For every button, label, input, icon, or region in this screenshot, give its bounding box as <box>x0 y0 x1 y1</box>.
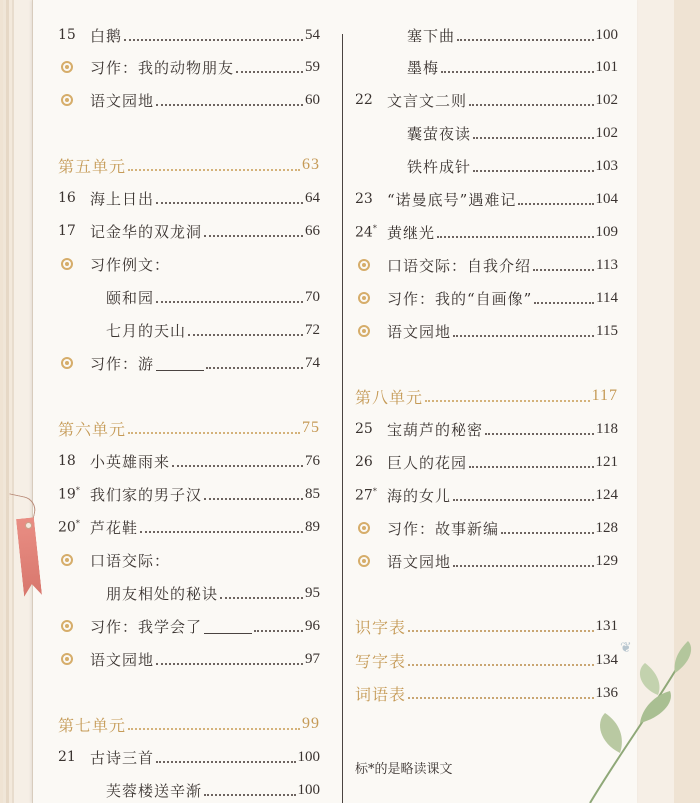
toc-entry[interactable] <box>355 286 618 310</box>
lesson-number-text: 19 <box>58 486 76 503</box>
toc-page-number: 114 <box>596 289 618 306</box>
lesson-number <box>355 487 387 504</box>
lesson-number <box>355 454 387 470</box>
toc-entry-title: “诺曼底号”遇难记 <box>387 190 517 209</box>
toc-entry[interactable] <box>58 55 320 79</box>
toc-entry[interactable] <box>58 416 320 440</box>
leader-dots <box>156 300 303 303</box>
column-divider <box>342 34 343 803</box>
toc-entry-title: 巨人的花园 <box>387 453 468 472</box>
circle-bullet-icon <box>61 554 73 566</box>
toc-page-number: 59 <box>305 58 320 75</box>
toc-entry-title: 语文园地 <box>90 91 155 110</box>
toc-entry[interactable] <box>58 745 320 769</box>
toc-entry-title: 第五单元 <box>58 156 127 176</box>
lesson-number <box>58 27 90 43</box>
toc-entry-title: 习作：故事新编 <box>387 519 500 538</box>
toc-entry[interactable] <box>355 121 618 145</box>
toc-entry[interactable] <box>355 549 618 573</box>
toc-page-number: 63 <box>302 156 320 173</box>
leader-dots <box>453 498 593 501</box>
lesson-number-text: 22 <box>355 92 373 108</box>
toc-entry-title: 海的女儿 <box>387 486 452 505</box>
toc-page-number: 101 <box>595 58 618 75</box>
toc-entry-title: 写字表 <box>355 651 407 671</box>
lesson-number <box>58 190 90 206</box>
toc-page-number: 121 <box>595 453 618 470</box>
toc-page-number: 115 <box>596 322 618 339</box>
toc-page-number: 124 <box>595 486 618 503</box>
leader-dots <box>408 696 593 699</box>
lesson-number <box>355 191 387 207</box>
toc-entry-title: 芙蓉楼送辛渐 <box>106 781 203 800</box>
circle-bullet-icon <box>358 555 370 567</box>
toc-entry[interactable] <box>58 515 320 539</box>
lesson-number-text: 21 <box>58 749 76 765</box>
toc-entry[interactable] <box>58 252 320 276</box>
toc-entry[interactable] <box>355 55 618 79</box>
fill-in-blank-line <box>156 356 204 371</box>
butterfly-icon: ❦ <box>620 640 632 656</box>
circle-bullet-icon <box>61 61 73 73</box>
leader-dots <box>534 301 594 304</box>
leader-dots <box>128 431 300 434</box>
lesson-number-text: 26 <box>355 454 373 470</box>
lesson-number-text: 20 <box>58 519 76 536</box>
toc-page-number: 100 <box>297 781 320 798</box>
toc-entry[interactable] <box>58 186 320 210</box>
leader-dots <box>453 564 593 567</box>
leader-dots <box>453 334 594 337</box>
leader-dots <box>408 629 593 632</box>
toc-page-number: 66 <box>305 222 320 239</box>
toc-page-number: 72 <box>305 321 320 338</box>
toc-page-number: 97 <box>305 650 320 667</box>
toc-entry[interactable] <box>58 88 320 112</box>
toc-entry-title: 第六单元 <box>58 419 127 439</box>
toc-entry-title: 词语表 <box>355 684 407 704</box>
lesson-number-text: 15 <box>58 27 76 43</box>
toc-page-number: 85 <box>305 485 320 502</box>
lesson-number-text: 18 <box>58 453 76 469</box>
toc-page-number: 75 <box>302 419 320 436</box>
toc-entry-title: 囊萤夜读 <box>407 124 472 143</box>
leader-dots <box>128 168 300 171</box>
lesson-number-text: 16 <box>58 190 76 206</box>
toc-entry-title: 芦花鞋 <box>90 518 139 537</box>
toc-entry[interactable] <box>355 253 618 277</box>
toc-page-number: 74 <box>305 354 320 371</box>
lesson-number <box>355 421 387 437</box>
toc-entry-title: 颐和园 <box>106 288 155 307</box>
toc-entry[interactable] <box>58 614 320 638</box>
toc-page-number: 70 <box>305 288 320 305</box>
toc-entry-title: 我们家的男子汉 <box>90 485 203 504</box>
lesson-number <box>355 92 387 108</box>
toc-entry[interactable] <box>58 712 320 736</box>
toc-page-number: 136 <box>595 684 618 701</box>
toc-entry-title: 语文园地 <box>387 322 452 341</box>
skim-reading-star-icon: * <box>75 518 80 528</box>
toc-entry[interactable] <box>355 319 618 343</box>
lesson-number <box>58 519 90 536</box>
toc-entry-title: 墨梅 <box>407 58 440 77</box>
toc-entry-title: 习作：我的动物朋友 <box>90 58 235 77</box>
toc-entry-title: 语文园地 <box>90 650 155 669</box>
toc-entry[interactable] <box>355 23 618 47</box>
leader-dots <box>156 201 303 204</box>
toc-entry-title: 塞下曲 <box>407 26 456 45</box>
leader-dots <box>518 202 593 205</box>
toc-entry-title: 记金华的双龙洞 <box>90 222 203 241</box>
leader-dots <box>128 727 300 730</box>
toc-page-number: 102 <box>595 124 618 141</box>
toc-entry[interactable] <box>58 23 320 47</box>
leader-dots <box>485 432 594 435</box>
toc-page-number: 103 <box>595 157 618 174</box>
toc-entry-title: 习作：我的“自画像” <box>387 289 533 308</box>
toc-page-number: 109 <box>595 223 618 240</box>
leader-dots <box>156 760 295 763</box>
toc-page-number: 60 <box>305 91 320 108</box>
leader-dots <box>140 530 303 533</box>
leader-dots <box>236 70 303 73</box>
lesson-number <box>58 486 90 503</box>
skim-reading-star-icon: * <box>75 485 80 495</box>
toc-page-number: 104 <box>595 190 618 207</box>
leader-dots <box>457 38 593 41</box>
lesson-number-text: 27 <box>355 487 373 504</box>
lesson-number <box>58 223 90 239</box>
leader-dots <box>204 793 295 796</box>
leader-dots <box>501 531 593 534</box>
circle-bullet-icon <box>358 259 370 271</box>
toc-page-number: 118 <box>596 420 618 437</box>
toc-page-number: 95 <box>305 584 320 601</box>
lesson-number-text: 23 <box>355 191 373 207</box>
toc-entry[interactable] <box>355 88 618 112</box>
toc-entry-title: 文言文二则 <box>387 91 468 110</box>
toc-entry-title: 宝葫芦的秘密 <box>387 420 484 439</box>
toc-entry-title: 铁杵成针 <box>407 157 472 176</box>
toc-entry-title: 海上日出 <box>90 189 155 208</box>
toc-entry[interactable] <box>58 351 320 375</box>
toc-page-number: 102 <box>595 91 618 108</box>
toc-page-number: 76 <box>305 452 320 469</box>
toc-entry[interactable] <box>58 219 320 243</box>
toc-entry-title: 习作例文： <box>90 255 171 274</box>
toc-entry-title: 语文园地 <box>387 552 452 571</box>
leader-dots <box>533 268 594 271</box>
toc-entry[interactable] <box>58 778 320 802</box>
footnote: 标*的是略读课文 <box>355 762 453 777</box>
toc-entry[interactable] <box>58 318 320 342</box>
leader-dots <box>156 103 303 106</box>
leader-dots <box>408 663 593 666</box>
toc-entry-title: 黄继光 <box>387 223 436 242</box>
leader-dots <box>124 38 303 41</box>
toc-entry[interactable] <box>58 581 320 605</box>
toc-entry-title: 七月的天山 <box>106 321 187 340</box>
toc-entry-title: 习作：我学会了 <box>90 617 203 636</box>
circle-bullet-icon <box>61 94 73 106</box>
leader-dots <box>206 366 303 369</box>
toc-entry-title: 识字表 <box>355 617 407 637</box>
toc-page-number: 113 <box>596 256 618 273</box>
circle-bullet-icon <box>358 292 370 304</box>
toc-entry[interactable] <box>58 548 320 572</box>
circle-bullet-icon <box>358 325 370 337</box>
leader-dots <box>425 399 590 402</box>
leader-dots <box>204 497 303 500</box>
toc-page-number: 100 <box>595 26 618 43</box>
skim-reading-star-icon: * <box>372 223 377 233</box>
toc-entry[interactable] <box>355 384 618 408</box>
toc-entry[interactable] <box>355 516 618 540</box>
leader-dots <box>441 70 593 73</box>
toc-page-number: 134 <box>595 651 618 668</box>
skim-reading-star-icon: * <box>372 486 377 496</box>
leader-dots <box>204 234 303 237</box>
toc-page-number: 96 <box>305 617 320 634</box>
toc-entry[interactable] <box>58 449 320 473</box>
toc-entry[interactable] <box>58 285 320 309</box>
circle-bullet-icon <box>358 522 370 534</box>
toc-entry-title: 习作：游 <box>90 354 155 373</box>
circle-bullet-icon <box>61 357 73 369</box>
lesson-number-text: 25 <box>355 421 373 437</box>
toc-entry-title: 第七单元 <box>58 715 127 735</box>
fill-in-blank-line <box>204 619 252 634</box>
toc-entry[interactable] <box>355 483 618 507</box>
circle-bullet-icon <box>61 620 73 632</box>
toc-right-column <box>355 0 618 803</box>
lesson-number <box>355 224 387 241</box>
toc-entry[interactable] <box>58 482 320 506</box>
leader-dots <box>188 333 303 336</box>
leader-dots <box>254 629 303 632</box>
leader-dots <box>473 169 593 172</box>
toc-page-number: 100 <box>297 748 320 765</box>
toc-entry[interactable] <box>355 417 618 441</box>
toc-entry[interactable] <box>58 647 320 671</box>
lesson-number-text: 17 <box>58 223 76 239</box>
toc-entry[interactable] <box>355 450 618 474</box>
circle-bullet-icon <box>61 653 73 665</box>
toc-page-number: 131 <box>595 617 618 634</box>
toc-page-number: 129 <box>595 552 618 569</box>
toc-entry-title: 朋友相处的秘诀 <box>106 584 219 603</box>
toc-page-number: 128 <box>595 519 618 536</box>
lesson-number <box>58 453 90 469</box>
lesson-number <box>58 749 90 765</box>
leader-dots <box>172 464 303 467</box>
toc-entry-title: 第八单元 <box>355 387 424 407</box>
toc-entry-title: 口语交际：自我介绍 <box>387 256 532 275</box>
toc-entry[interactable] <box>355 220 618 244</box>
toc-page-number: 99 <box>302 715 320 732</box>
toc-page-number: 117 <box>591 387 618 404</box>
toc-entry[interactable] <box>355 681 618 705</box>
circle-bullet-icon <box>61 258 73 270</box>
toc-entry[interactable] <box>355 614 618 638</box>
lesson-number-text: 24 <box>355 224 373 241</box>
toc-entry-title: 口语交际： <box>90 551 171 570</box>
leader-dots <box>469 465 593 468</box>
toc-entry[interactable] <box>355 154 618 178</box>
toc-entry-title: 白鹅 <box>90 26 123 45</box>
toc-page-number: 64 <box>305 189 320 206</box>
bookmark-hole <box>25 522 32 529</box>
toc-entry-title: 小英雄雨来 <box>90 452 171 471</box>
toc-entry[interactable] <box>355 648 618 672</box>
toc-left-column <box>58 0 320 803</box>
toc-entry[interactable] <box>58 153 320 177</box>
toc-page-number: 89 <box>305 518 320 535</box>
leader-dots <box>469 103 593 106</box>
toc-entry[interactable] <box>355 187 618 211</box>
leader-dots <box>220 596 303 599</box>
toc-page-number: 54 <box>305 26 320 43</box>
toc-entry-title: 古诗三首 <box>90 748 155 767</box>
leader-dots <box>437 235 593 238</box>
leader-dots <box>156 662 303 665</box>
leader-dots <box>473 136 593 139</box>
